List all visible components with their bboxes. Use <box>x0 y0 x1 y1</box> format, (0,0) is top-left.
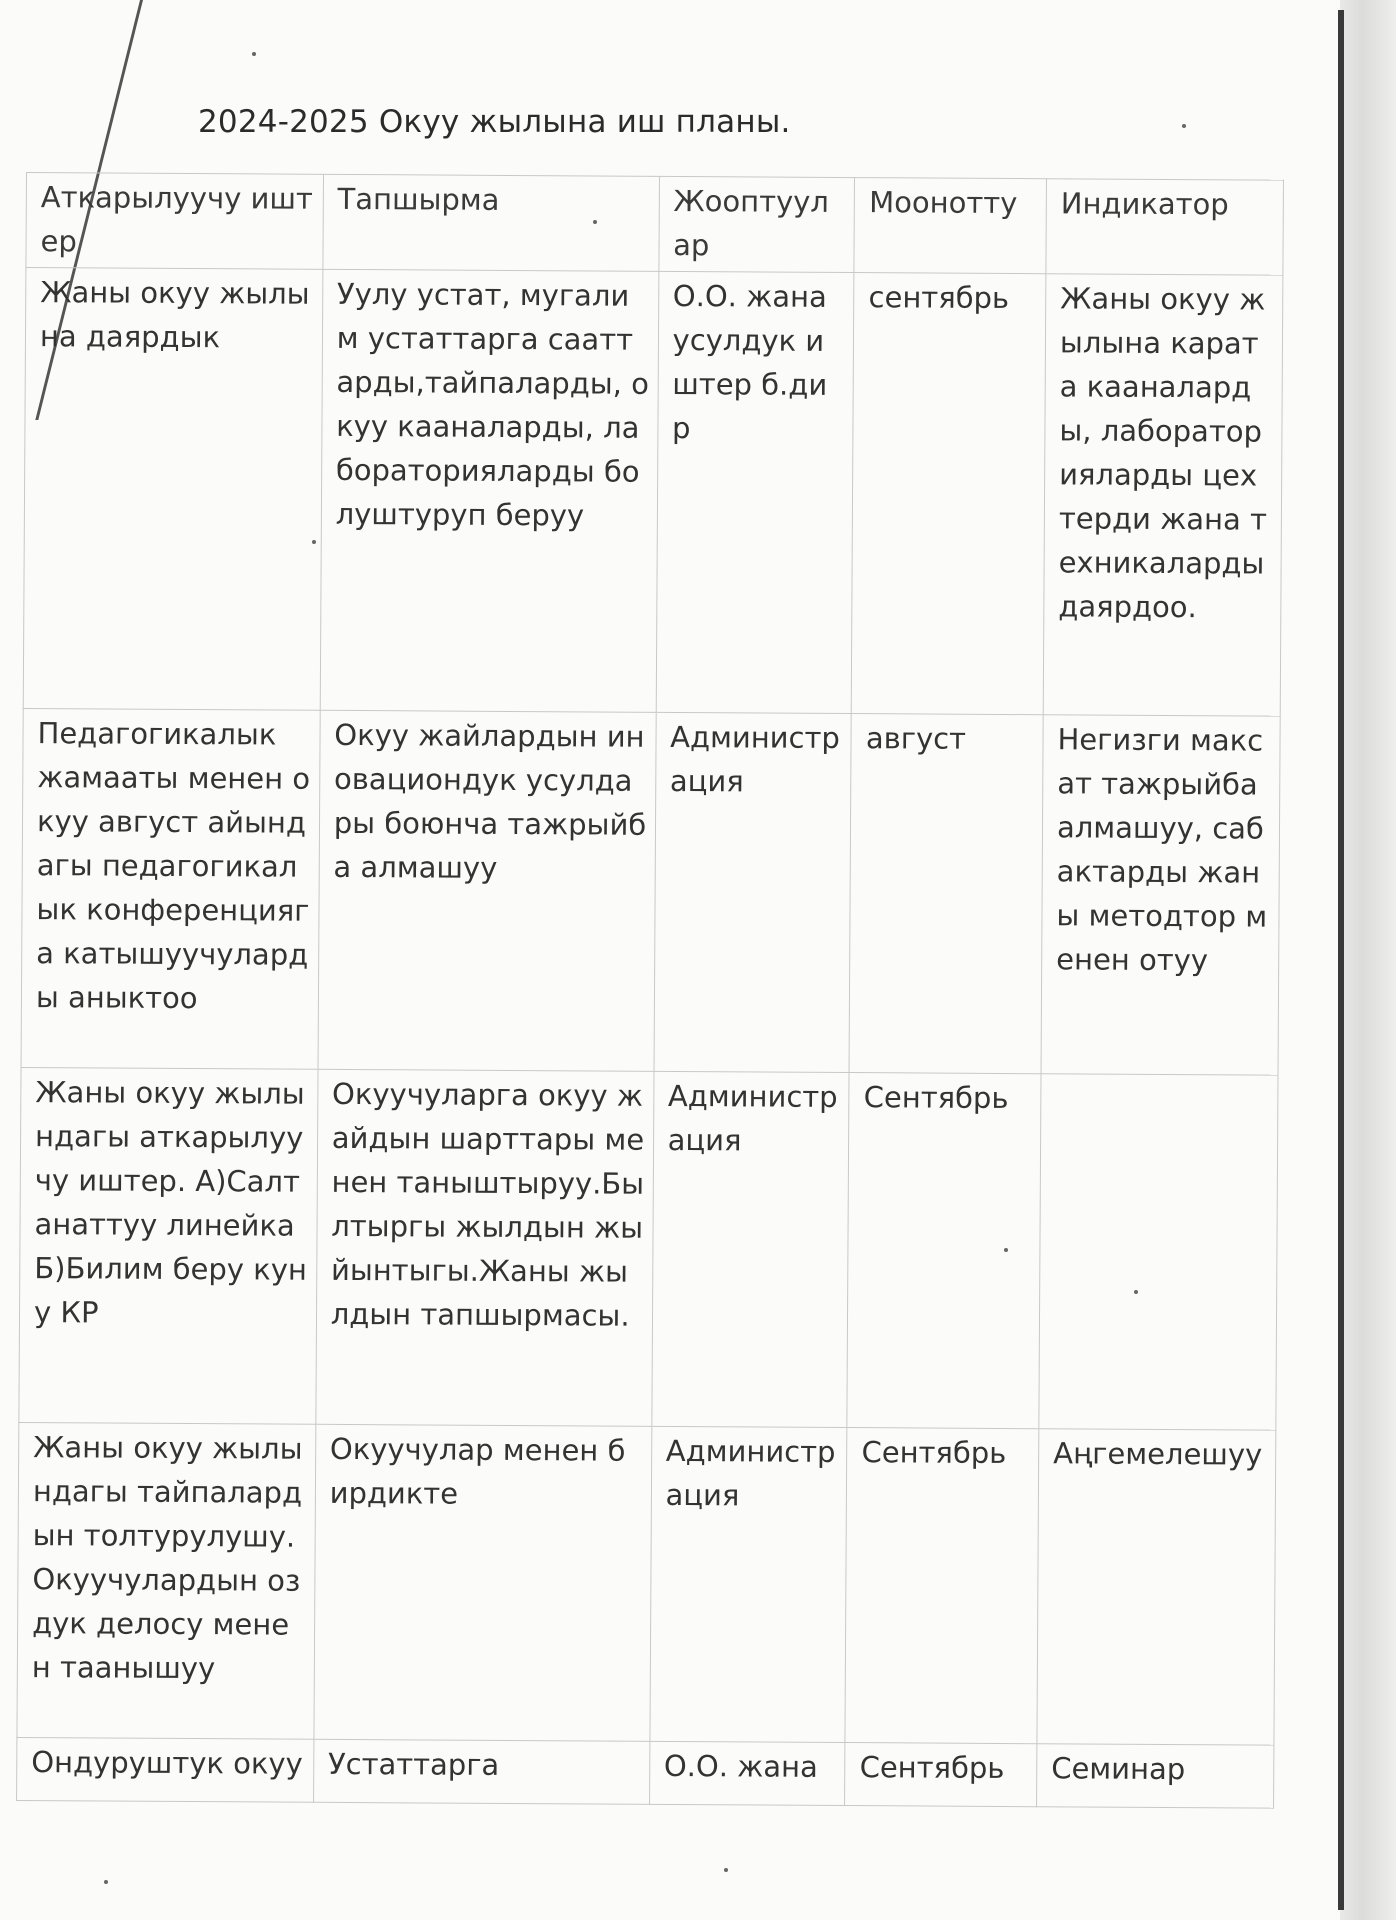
work-plan-table <box>16 172 1284 1809</box>
scan-speck <box>1004 1248 1008 1252</box>
cell-indicator: Негизги максат тажрыйба алмашуу, сабактарды жаны методтор менен отуу <box>1041 715 1280 1075</box>
cell-assignment: Уулу устат, мугалим устаттарга сааттарды,тайпаларды, окуу кааналарды, лабораторияларды болуштуруп беруу <box>320 269 659 712</box>
table-row <box>21 708 1280 1075</box>
cell-deadline: Сентябрь <box>847 1073 1041 1429</box>
scan-edge-line <box>1338 10 1344 1910</box>
header-tasks: Аткарылуучу иштер <box>26 173 323 270</box>
table-row <box>19 1067 1278 1430</box>
cell-responsible: О.О. жана <box>649 1741 845 1805</box>
header-deadline: Моонотту <box>854 178 1046 274</box>
cell-deadline: Сентябрь <box>845 1428 1039 1744</box>
scan-speck <box>1182 124 1186 128</box>
cell-assignment: Окуучуларга окуу жайдын шарттары менен таныштыруу.Былтыргы жылдын жыйынтыгы.Жаны жылдын тапшырмасы. <box>316 1069 654 1426</box>
scan-speck <box>104 1880 108 1884</box>
cell-deadline: Сентябрь <box>845 1743 1037 1807</box>
cell-tasks: Жаны окуу жылындагы аткарылуучу иштер. А)Салтанаттуу линейка Б)Билим беру куну КР <box>19 1067 318 1424</box>
cell-indicator <box>1039 1074 1278 1430</box>
cell-assignment: Окуу жайлардын иновациондук усулдары боюнча тажрыйба алмашуу <box>318 710 656 1071</box>
cell-indicator: Жаны окуу жылына карата кааналарды, лабораторияларды цехтерди жана техникаларды даярдоо. <box>1043 274 1283 716</box>
cell-tasks: Жаны окуу жылындагы тайпалардын толтурулушу.Окуучулардын оздук делосу менен таанышуу <box>17 1422 316 1739</box>
scan-speck <box>593 220 597 224</box>
table-header-row <box>26 173 1284 276</box>
cell-assignment: Окуучулар менен бирдикте <box>314 1424 652 1741</box>
cell-deadline: сентябрь <box>852 273 1046 715</box>
cell-indicator: Аңгемелешуу <box>1037 1429 1276 1745</box>
cell-tasks: Ондуруштук окуу <box>17 1737 314 1802</box>
scan-edge <box>1340 0 1396 1920</box>
scan-speck <box>724 1868 728 1872</box>
cell-responsible: Администрация <box>651 1071 849 1427</box>
cell-responsible: Администрация <box>654 712 852 1072</box>
cell-responsible: Администрация <box>650 1426 848 1742</box>
cell-responsible: О.О. жана усулдук иштер б.дир <box>656 271 854 713</box>
header-responsible: Жооптуулар <box>659 176 855 272</box>
cell-indicator: Семинар <box>1037 1744 1274 1808</box>
cell-tasks: Педагогикалык жамааты менен окуу август айындагы педагогикалык конференцияга катышуучуларды аныктоо <box>21 708 320 1069</box>
scan-speck <box>252 52 256 56</box>
cell-deadline: август <box>849 714 1043 1074</box>
header-assignment: Тапшырма <box>323 174 659 271</box>
table-row <box>17 1737 1274 1808</box>
cell-tasks: Жаны окуу жылына даярдык <box>23 268 322 711</box>
scan-speck <box>1134 1290 1138 1294</box>
document-title: 2024-2025 Окуу жылына иш планы. <box>198 104 791 140</box>
table-row <box>23 268 1283 717</box>
scan-speck <box>312 540 316 544</box>
cell-assignment: Устаттарга <box>313 1739 649 1804</box>
table-row <box>17 1422 1276 1745</box>
header-indicator: Индикатор <box>1046 179 1284 275</box>
